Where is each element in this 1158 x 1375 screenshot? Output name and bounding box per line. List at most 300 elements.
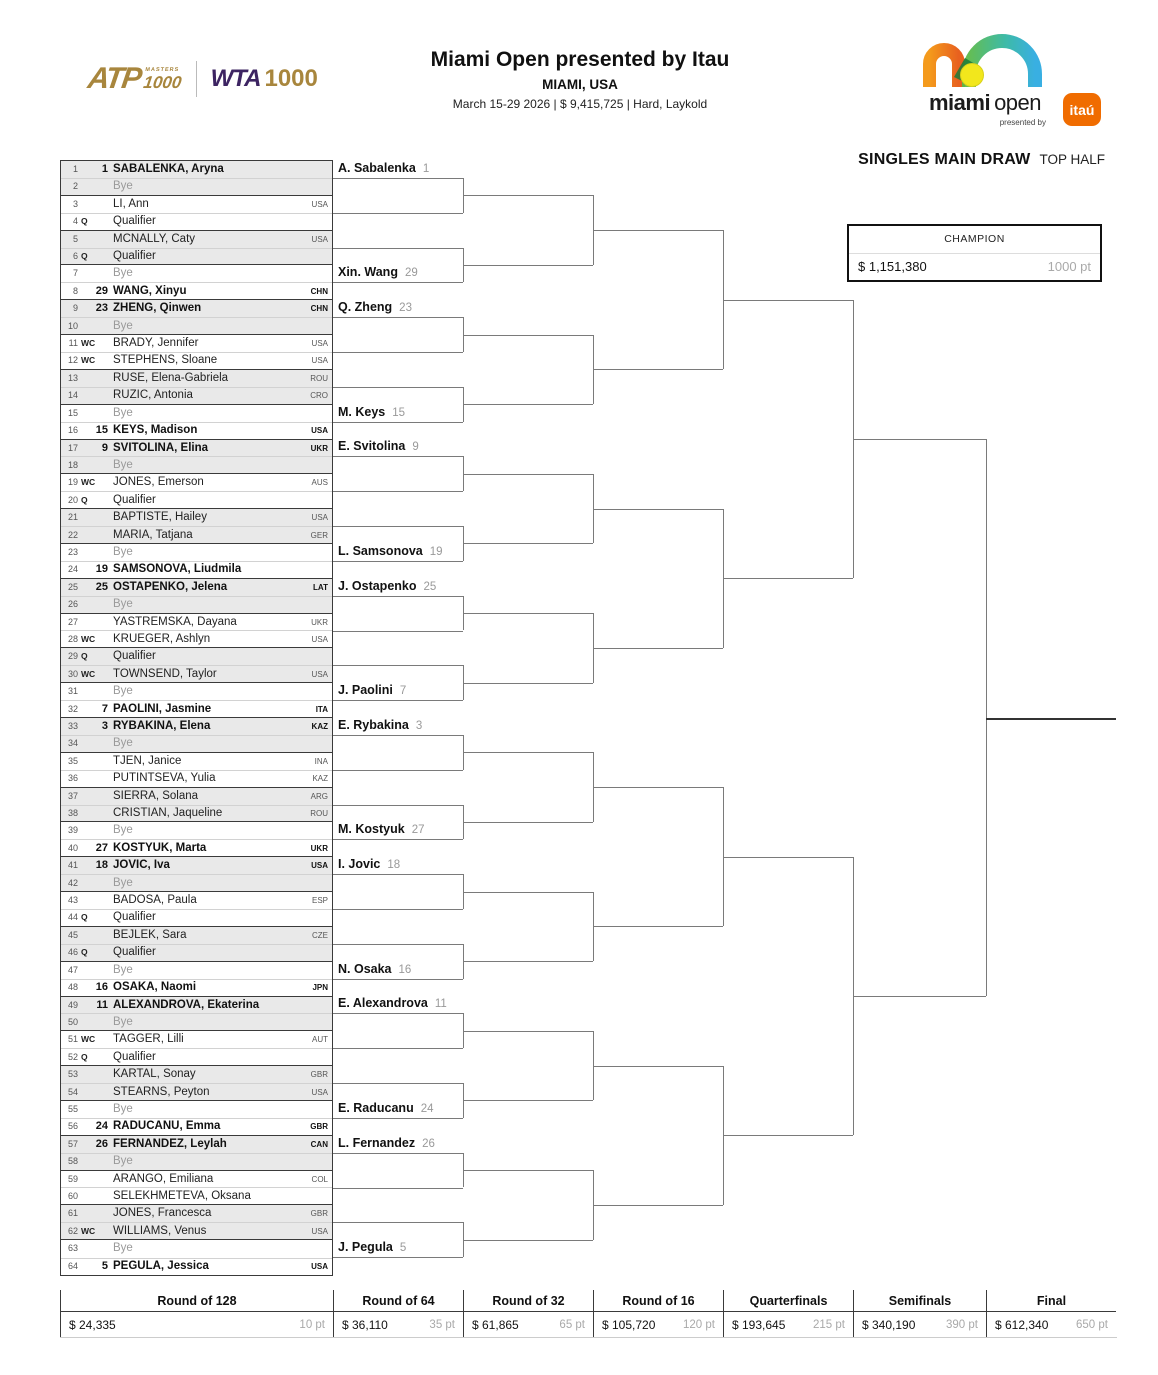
- bracket-line: [333, 561, 463, 562]
- bracket-line: [593, 369, 723, 370]
- player-name: MCNALLY, Caty: [113, 232, 196, 245]
- player-name: Bye: [113, 824, 133, 837]
- row-number: 25: [67, 581, 78, 592]
- bracket-line: [333, 1013, 463, 1014]
- row-number: 2: [72, 181, 78, 192]
- country-code: ROU: [310, 809, 328, 819]
- row-number: 21: [67, 512, 78, 523]
- round-of-64-winner: [338, 718, 422, 732]
- row-number: 61: [67, 1208, 78, 1219]
- player-name: Bye: [113, 458, 133, 471]
- draw-row: [61, 405, 332, 422]
- seed-number: 25: [95, 580, 108, 593]
- bracket-line: [593, 926, 723, 927]
- player-name: Bye: [113, 1242, 133, 1255]
- row-number: 18: [67, 459, 78, 470]
- draw-row: [61, 1258, 332, 1275]
- country-code: USA: [311, 634, 328, 644]
- winner-seed: 19: [429, 545, 443, 558]
- match-pair: [61, 1031, 332, 1066]
- country-code: USA: [311, 669, 328, 679]
- winner-name: E. Rybakina: [338, 717, 409, 732]
- match-pair: [61, 997, 332, 1032]
- legend-column: [986, 1290, 1116, 1337]
- country-code: GBR: [310, 1209, 328, 1219]
- bracket-line: [463, 752, 593, 753]
- winner-name: L. Fernandez: [338, 1135, 416, 1150]
- draw-row: [61, 735, 332, 752]
- draw-row: [61, 300, 332, 317]
- player-name: PAOLINI, Jasmine: [113, 702, 212, 715]
- winner-seed: 15: [392, 406, 406, 419]
- draw-row: [61, 857, 332, 874]
- seed-number: 5: [101, 1259, 108, 1272]
- row-number: 45: [67, 929, 78, 940]
- player-name: TJEN, Janice: [113, 754, 182, 767]
- player-name: Bye: [113, 1155, 133, 1168]
- rounds-legend: [60, 1290, 1117, 1338]
- winner-seed: 3: [415, 719, 423, 732]
- bracket-line: [333, 317, 463, 318]
- draw-row: [61, 579, 332, 596]
- row-number: 22: [67, 529, 78, 540]
- match-pair: [61, 614, 332, 649]
- bracket-line: [463, 335, 593, 336]
- winner-name: Q. Zheng: [338, 300, 393, 315]
- round-of-64-winner: [338, 1136, 435, 1150]
- draw-row: [61, 283, 332, 300]
- row-number: 33: [67, 721, 78, 731]
- bracket-line: [333, 178, 463, 179]
- seed-number: 23: [95, 302, 108, 315]
- bracket-line: [463, 892, 593, 893]
- bracket-line: [333, 526, 463, 527]
- row-number: 29: [67, 651, 78, 662]
- player-name: KARTAL, Sonay: [113, 1068, 196, 1081]
- bracket-line: [333, 1083, 463, 1084]
- bracket-line: [593, 1066, 723, 1067]
- legend-round-label: Final: [987, 1290, 1116, 1312]
- row-number: 43: [67, 895, 78, 906]
- match-pair: [61, 405, 332, 440]
- round-of-64-winner: [338, 265, 418, 279]
- match-pair: [61, 1136, 332, 1171]
- country-code: USA: [311, 1087, 328, 1097]
- draw-row: [61, 927, 332, 944]
- player-name: TOWNSEND, Taylor: [113, 667, 217, 680]
- draw-row: [61, 492, 332, 509]
- row-number: 56: [67, 1121, 78, 1132]
- country-code: USA: [311, 356, 328, 366]
- draw-row: [61, 944, 332, 961]
- country-code: JPN: [312, 983, 328, 993]
- winner-name: E. Alexandrova: [338, 996, 428, 1011]
- round-of-64-winner: [338, 161, 429, 175]
- legend-column: [333, 1290, 463, 1337]
- bracket-line: [333, 631, 463, 632]
- draw-row: [61, 631, 332, 648]
- country-code: USA: [311, 339, 328, 349]
- draw-row: [61, 596, 332, 613]
- draw-row: [61, 161, 332, 178]
- country-code: ARG: [310, 791, 328, 801]
- draw-row: [61, 265, 332, 282]
- legend-prize: $ 612,340: [995, 1318, 1049, 1332]
- legend-value-row: [724, 1312, 853, 1337]
- bracket-line: [333, 1257, 463, 1258]
- draw-row: [61, 614, 332, 631]
- seed-number: 3: [101, 720, 108, 732]
- draw-row: [61, 753, 332, 770]
- winner-seed: 11: [434, 998, 447, 1011]
- winner-seed: 25: [423, 580, 437, 593]
- player-name: Qualifier: [113, 250, 156, 263]
- bracket-line: [463, 543, 593, 544]
- country-code: CHN: [310, 304, 328, 314]
- draw-row: [61, 352, 332, 369]
- draw-row: [61, 561, 332, 578]
- row-number: 54: [67, 1086, 78, 1097]
- seed-number: 24: [95, 1120, 108, 1133]
- seed-number: 29: [95, 284, 108, 297]
- legend-value-row: [464, 1312, 593, 1337]
- legend-value-row: [334, 1312, 463, 1337]
- player-name: Bye: [113, 319, 133, 332]
- player-name: CRISTIAN, Jaqueline: [113, 807, 223, 820]
- country-code: USA: [311, 199, 328, 209]
- draw-row: [61, 979, 332, 996]
- player-name: OSAKA, Naomi: [113, 981, 197, 994]
- entry-type: WC: [81, 477, 96, 488]
- match-pair: [61, 788, 332, 823]
- player-name: SABALENKA, Aryna: [113, 163, 224, 175]
- row-number: 24: [67, 564, 78, 575]
- match-pair: [61, 718, 332, 753]
- draw-row: [61, 1136, 332, 1153]
- legend-points: 35 pt: [429, 1319, 455, 1331]
- draw-row: [61, 440, 332, 457]
- legend-value-row: [987, 1312, 1116, 1337]
- bracket-line: [333, 1222, 463, 1223]
- row-number: 10: [67, 320, 78, 331]
- winner-name: J. Paolini: [338, 683, 393, 698]
- bracket-line: [333, 387, 463, 388]
- row-number: 17: [67, 442, 78, 453]
- player-name: JONES, Francesca: [113, 1207, 212, 1220]
- country-code: GER: [310, 530, 328, 540]
- player-name: Qualifier: [113, 493, 156, 506]
- player-name: ARANGO, Emiliana: [113, 1172, 214, 1185]
- country-code: UKR: [310, 443, 328, 453]
- country-code: AUT: [312, 1035, 328, 1045]
- winner-name: L. Samsonova: [338, 543, 423, 558]
- winner-seed: 26: [422, 1137, 435, 1150]
- draw-row: [61, 1240, 332, 1257]
- entry-type: WC: [81, 668, 96, 679]
- country-code: USA: [311, 426, 328, 436]
- bracket-line: [333, 1118, 463, 1119]
- bracket-line: [333, 456, 463, 457]
- player-name: JONES, Emerson: [113, 476, 204, 489]
- match-pair: [61, 335, 332, 370]
- champion-prize: $ 1,151,380: [858, 259, 927, 274]
- legend-round-label: Quarterfinals: [724, 1290, 853, 1312]
- match-pair: [61, 231, 332, 266]
- legend-round-label: Round of 32: [464, 1290, 593, 1312]
- winner-seed: 5: [399, 1242, 407, 1255]
- draw-row: [61, 997, 332, 1014]
- draw-row: [61, 909, 332, 926]
- draw-row: [61, 1101, 332, 1118]
- winner-seed: 18: [387, 859, 401, 872]
- entry-type: Q: [81, 251, 88, 262]
- draw-row: [61, 370, 332, 387]
- draw-row: [61, 1223, 332, 1240]
- atp-masters-1000-label: MASTERS 1000: [142, 66, 183, 92]
- player-name: KEYS, Madison: [113, 424, 198, 437]
- draw-row: [61, 840, 332, 857]
- player-name: PUTINTSEVA, Yulia: [113, 772, 216, 785]
- bracket-line: [333, 700, 463, 701]
- country-code: KAZ: [312, 774, 328, 784]
- champion-points: 1000 pt: [1047, 259, 1091, 274]
- player-name: Bye: [113, 180, 133, 193]
- row-number: 59: [67, 1173, 78, 1184]
- legend-points: 215 pt: [813, 1319, 845, 1331]
- row-number: 42: [67, 877, 78, 888]
- player-name: Qualifier: [113, 650, 156, 663]
- legend-prize: $ 24,335: [69, 1318, 116, 1332]
- player-name: Bye: [113, 545, 133, 558]
- row-number: 46: [67, 947, 78, 958]
- row-number: 20: [67, 494, 78, 505]
- draw-row: [61, 1188, 332, 1205]
- draw-row: [61, 178, 332, 195]
- row-number: 8: [72, 285, 78, 296]
- player-name: KRUEGER, Ashlyn: [113, 632, 211, 645]
- legend-column: [60, 1290, 333, 1337]
- entry-type: Q: [81, 1051, 88, 1062]
- player-name: MARIA, Tatjana: [113, 528, 193, 541]
- bracket-line: [333, 805, 463, 806]
- logo-divider: [196, 61, 197, 97]
- match-pair: [61, 962, 332, 997]
- player-name: LI, Ann: [113, 197, 149, 210]
- legend-prize: $ 193,645: [732, 1318, 786, 1332]
- row-number: 34: [67, 738, 78, 749]
- round-of-64-winner: [338, 962, 411, 976]
- player-name: Qualifier: [113, 215, 156, 228]
- draw-row: [61, 474, 332, 491]
- row-number: 6: [72, 251, 78, 262]
- draw-row: [61, 213, 332, 230]
- player-name: RUSE, Elena-Gabriela: [113, 371, 229, 384]
- legend-value-row: [61, 1312, 333, 1337]
- tournament-title: Miami Open presented by Itau: [430, 48, 730, 71]
- player-name: KOSTYUK, Marta: [113, 841, 207, 854]
- row-number: 16: [67, 425, 78, 436]
- country-code: USA: [311, 1261, 328, 1271]
- draw-row: [61, 1066, 332, 1083]
- row-number: 9: [72, 303, 78, 314]
- match-pair: [61, 1205, 332, 1240]
- player-name: TAGGER, Lilli: [113, 1033, 184, 1046]
- draw-row: [61, 666, 332, 683]
- winner-seed: 9: [412, 441, 419, 454]
- winner-name: Xin. Wang: [338, 265, 398, 280]
- draw-row: [61, 1118, 332, 1135]
- player-name: Qualifier: [113, 911, 156, 924]
- country-code: CHN: [310, 286, 328, 296]
- winner-name: E. Raducanu: [338, 1100, 414, 1115]
- winner-seed: 7: [399, 685, 407, 698]
- round-of-64-winner: [338, 439, 419, 453]
- bracket-line: [333, 422, 463, 423]
- bracket-line: [593, 1205, 723, 1206]
- row-number: 13: [67, 372, 78, 383]
- entry-type: WC: [81, 1034, 96, 1045]
- match-pair: [61, 265, 332, 300]
- row-number: 40: [67, 842, 78, 853]
- row-number: 52: [67, 1051, 78, 1062]
- match-pair: [61, 1171, 332, 1206]
- row-number: 7: [72, 268, 78, 279]
- bracket-line: [333, 665, 463, 666]
- country-code: USA: [311, 1226, 328, 1236]
- row-number: 50: [67, 1016, 78, 1027]
- winner-name: M. Keys: [338, 404, 386, 419]
- winner-seed: 24: [420, 1102, 434, 1115]
- row-number: 58: [67, 1156, 78, 1167]
- bracket-line: [333, 979, 463, 980]
- legend-points: 120 pt: [683, 1319, 715, 1331]
- match-pair: [61, 1101, 332, 1136]
- row-number: 63: [67, 1243, 78, 1254]
- bracket-line: [986, 718, 1116, 720]
- round-of-64-winner: [338, 996, 447, 1010]
- itau-logo: itaú: [1063, 93, 1101, 126]
- winner-name: I. Jovic: [338, 857, 381, 872]
- row-number: 3: [72, 198, 78, 209]
- bracket-line: [333, 944, 463, 945]
- seed-number: 9: [101, 441, 108, 454]
- draw-table: [60, 160, 333, 1276]
- country-code: CAN: [310, 1139, 328, 1149]
- draw-row: [61, 231, 332, 248]
- match-pair: [61, 370, 332, 405]
- draw-row: [61, 1171, 332, 1188]
- player-name: SIERRA, Solana: [113, 789, 199, 802]
- winner-name: E. Svitolina: [338, 439, 406, 454]
- player-name: WANG, Xinyu: [113, 284, 187, 297]
- legend-prize: $ 61,865: [472, 1318, 519, 1332]
- match-pair: [61, 544, 332, 579]
- winner-name: A. Sabalenka: [338, 160, 416, 175]
- player-name: RYBAKINA, Elena: [113, 720, 211, 732]
- bracket-line: [333, 735, 463, 736]
- player-name: BEJLEK, Sara: [113, 928, 187, 941]
- bracket-line: [593, 509, 723, 510]
- draw-row: [61, 457, 332, 474]
- match-pair: [61, 440, 332, 475]
- row-number: 19: [67, 477, 78, 488]
- bracket-line: [593, 230, 723, 231]
- legend-prize: $ 340,190: [862, 1318, 916, 1332]
- winner-seed: 23: [399, 302, 412, 315]
- bracket-line: [723, 857, 853, 858]
- player-name: Bye: [113, 737, 133, 750]
- draw-row: [61, 544, 332, 561]
- legend-column: [463, 1290, 593, 1337]
- round-of-64-winner: [338, 544, 443, 558]
- bracket-line: [463, 195, 593, 196]
- match-pair: [61, 1066, 332, 1101]
- match-pair: [61, 300, 332, 335]
- wta-logo: WTA: [210, 65, 261, 92]
- draw-row: [61, 683, 332, 700]
- draw-row: [61, 1031, 332, 1048]
- champion-box: [847, 224, 1102, 282]
- bracket-line: [593, 787, 723, 788]
- draw-title: [700, 151, 1105, 169]
- bracket-line: [723, 300, 853, 301]
- seed-number: 7: [101, 702, 108, 715]
- bracket-line: [333, 1153, 463, 1154]
- country-code: ESP: [311, 896, 328, 906]
- bracket-line: [463, 822, 593, 823]
- bracket-line: [333, 213, 463, 214]
- draw-row: [61, 527, 332, 544]
- bracket-line: [463, 683, 593, 684]
- match-pair: [61, 683, 332, 718]
- row-number: 62: [67, 1225, 78, 1236]
- country-code: CRO: [310, 391, 328, 401]
- country-code: ITA: [315, 704, 328, 714]
- draw-row: [61, 387, 332, 404]
- country-code: LAT: [313, 582, 328, 592]
- round-of-64-winner: [338, 1101, 434, 1115]
- seed-number: 19: [95, 563, 108, 576]
- country-code: CZE: [312, 930, 328, 940]
- winner-name: M. Kostyuk: [338, 822, 405, 837]
- draw-row: [61, 805, 332, 822]
- entry-type: Q: [81, 651, 88, 662]
- bracket-line: [463, 265, 593, 266]
- draw-row: [61, 1049, 332, 1066]
- row-number: 51: [67, 1034, 78, 1045]
- player-name: Bye: [113, 963, 133, 976]
- wta-1000-label: 1000: [264, 65, 318, 92]
- draw-row: [61, 1014, 332, 1031]
- champion-value-row: [849, 253, 1100, 280]
- row-number: 36: [67, 773, 78, 784]
- player-name: Bye: [113, 1015, 133, 1028]
- bracket-line: [333, 1048, 463, 1049]
- row-number: 14: [67, 390, 78, 401]
- player-name: BADOSA, Paula: [113, 894, 197, 907]
- row-number: 60: [67, 1190, 78, 1201]
- row-number: 28: [67, 633, 78, 644]
- match-pair: [61, 509, 332, 544]
- draw-row: [61, 318, 332, 335]
- legend-points: 650 pt: [1076, 1319, 1108, 1331]
- round-of-64-winner: [338, 683, 406, 697]
- bracket-line: [333, 596, 463, 597]
- entry-type: WC: [81, 355, 96, 366]
- match-pair: [61, 822, 332, 857]
- player-name: WILLIAMS, Venus: [113, 1224, 207, 1237]
- player-name: SVITOLINA, Elina: [113, 441, 208, 454]
